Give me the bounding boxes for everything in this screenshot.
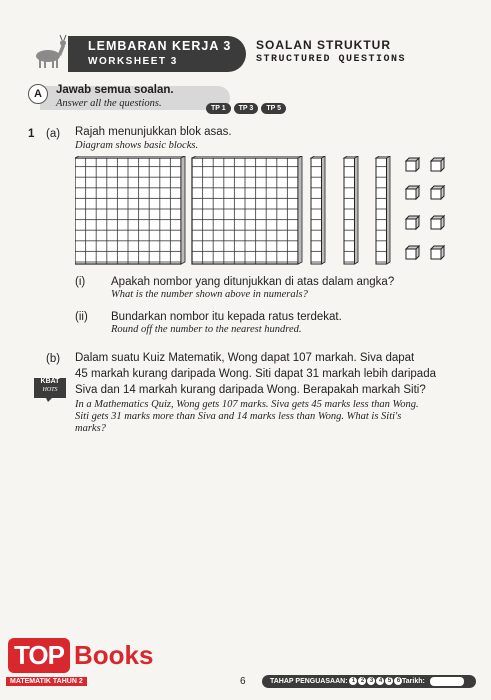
kbat-hots-badge xyxy=(32,376,68,400)
kbat-label: KBAT xyxy=(40,378,60,385)
tp-tag: TP 1 xyxy=(206,103,231,114)
hundred-block xyxy=(75,156,185,264)
tp-tag: TP 3 xyxy=(234,103,259,114)
ten-rod xyxy=(376,156,390,264)
series-label: MATEMATIK TAHUN 2 xyxy=(6,677,87,686)
question-number: 1 xyxy=(28,128,35,140)
logo-top: TOP xyxy=(8,638,70,673)
subpart-ii-text-en: Round off the number to the nearest hundred. xyxy=(111,324,302,335)
mastery-level[interactable]: 2 xyxy=(358,677,366,685)
hots-label: HOTS xyxy=(42,387,58,393)
part-b-line3: Siva dan 14 markah kurang daripada Wong. Berapakah markah Siti? xyxy=(75,384,426,396)
subpart-ii-text: Bundarkan nombor itu kepada ratus terdekat. xyxy=(111,311,342,323)
tp-tags xyxy=(206,97,289,115)
part-b-label: (b) xyxy=(46,353,61,365)
mastery-bar xyxy=(262,675,476,688)
one-cube xyxy=(406,216,419,229)
one-cube xyxy=(406,186,419,199)
one-cube xyxy=(431,246,444,259)
mastery-level[interactable]: 1 xyxy=(349,677,357,685)
page-number: 6 xyxy=(240,676,246,687)
date-label: Tarikh: xyxy=(402,678,425,685)
mastery-label: TAHAP PENGUASAAN: xyxy=(270,678,348,685)
worksheet-title: LEMBARAN KERJA 3 xyxy=(88,39,232,53)
subpart-ii-label: (ii) xyxy=(75,311,88,323)
base-ten-blocks xyxy=(75,156,465,268)
topic-en: STRUCTURED QUESTIONS xyxy=(256,54,407,65)
hundred-block xyxy=(192,156,302,264)
one-cube xyxy=(431,186,444,199)
topbooks-logo xyxy=(8,638,153,673)
part-b-line1: Dalam suatu Kuiz Matematik, Wong dapat 107 markah. Siva dapat xyxy=(75,352,415,364)
part-a-text-en: Diagram shows basic blocks. xyxy=(75,140,199,151)
mastery-level[interactable]: 3 xyxy=(367,677,375,685)
part-b-line2: 45 markah kurang daripada Wong. Siti dapat 31 markah lebih daripada xyxy=(75,368,436,380)
mastery-level[interactable]: 4 xyxy=(376,677,384,685)
section-badge: A xyxy=(28,84,48,104)
ten-rod xyxy=(311,156,325,264)
worksheet-title-box xyxy=(68,36,246,72)
worksheet-topic xyxy=(256,38,406,65)
subpart-i-text-en: What is the number shown above in numerals? xyxy=(111,289,308,300)
page-footer xyxy=(0,640,491,700)
one-cube xyxy=(431,158,444,171)
logo-books: Books xyxy=(73,640,154,670)
part-a-text: Rajah menunjukkan blok asas. xyxy=(75,126,232,138)
part-b-en2: Siti gets 31 marks more than Siva and 14 marks less than Wong. What is Siti's xyxy=(75,411,402,422)
one-cube xyxy=(406,158,419,171)
section-instruction-en: Answer all the questions. xyxy=(56,98,162,109)
section-instruction: Jawab semua soalan. xyxy=(56,84,174,96)
part-a-label: (a) xyxy=(46,128,61,140)
tp-tag: TP 5 xyxy=(261,103,286,114)
one-cube xyxy=(431,216,444,229)
date-field[interactable] xyxy=(430,677,464,686)
subpart-i-label: (i) xyxy=(75,276,86,288)
worksheet-title-en: WORKSHEET 3 xyxy=(88,56,178,67)
deer-icon xyxy=(28,32,68,72)
part-b-en3: marks? xyxy=(75,423,106,434)
topic-ms: SOALAN STRUKTUR xyxy=(256,38,391,52)
ten-rod xyxy=(344,156,358,264)
mastery-level[interactable]: 5 xyxy=(385,677,393,685)
subpart-i-text: Apakah nombor yang ditunjukkan di atas dalam angka? xyxy=(111,276,395,288)
worksheet-header xyxy=(28,32,473,78)
one-cube xyxy=(406,246,419,259)
part-b-en1: In a Mathematics Quiz, Wong gets 107 marks. Siva gets 45 marks less than Wong. xyxy=(75,399,419,410)
mastery-level[interactable]: 6 xyxy=(394,677,402,685)
